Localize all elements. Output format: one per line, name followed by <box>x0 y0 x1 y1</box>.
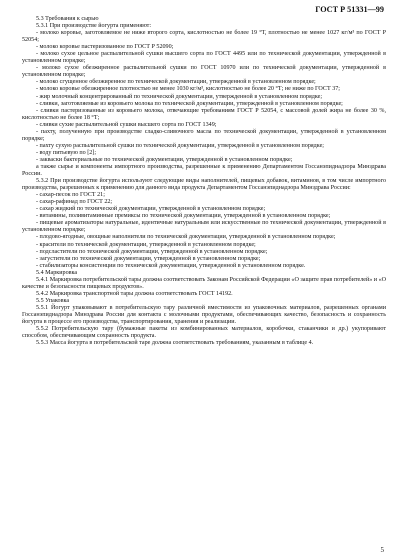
clause: 5.5.3 Масса йогурта в потребительской таре должна соответствовать требованиям, указанным в таблице 4. <box>36 340 314 347</box>
section-heading: 5.3 Требования к сырью <box>36 16 99 22</box>
list-item: - сахар жидкий по технической документации, утвержденной в установленном порядке; <box>36 206 266 213</box>
list-item: - загустители по технической документации, утвержденной в установленном порядке; <box>36 255 261 262</box>
list-item: - молоко сухое цельное распылительной сушки высшего сорта по ГОСТ 4495 или по технической документации, утвержденной в установленном порядке; <box>22 51 386 65</box>
clause: 5.4.1 Маркировка потребительской тары должна соответствовать Законам Российской Федерации «О защите прав потребителей» и «О качестве и безопасности пищевых продуктов». <box>22 276 387 290</box>
list-item: - закваски бактериальные по технической документации, утвержденной в установленном порядке; <box>36 156 293 163</box>
list-item: - молоко коровье пастеризованное по ГОСТ Р 52090; <box>36 44 174 51</box>
document-id: ГОСТ Р 51331—99 <box>315 5 384 14</box>
clause: 5.3.2 При производстве йогурта используют следующие виды наполнителей, пищевых добавок, витаминов, в том числе импортного производства, разрешенных к применению для данного вида продукта Департаментом Госсанэпиднадзора Минздрава России: <box>22 178 386 192</box>
clause: 5.5.2 Потребительскую тару (бумажные пакеты из комбинированных материалов, коробочки, стаканчики и др.) укупоривают способом, обеспечивающим сохранность продукта. <box>22 326 386 340</box>
list-item: - сахар-песок по ГОСТ 21; <box>36 192 105 199</box>
list-item: - жир молочный концентрированный по технической документации, утвержденной в установленном порядке; <box>36 93 323 100</box>
section-heading: 5.4 Маркировка <box>36 269 78 276</box>
list-item: - воду питьевую по [2]; <box>36 149 97 156</box>
list-item: - пахту, полученную при производстве сладко-сливочного масла по технической документации, утвержденной в установленном порядке; <box>22 128 386 142</box>
paragraph: а также сырье и компоненты импортного производства, разрешенные к применению Департаментом Госсанэпиднадзора Минздрава России. <box>22 163 386 178</box>
list-item: - сливки сухие распылительной сушки высшего сорта по ГОСТ 1349; <box>36 121 217 128</box>
list-item: - сливки, заготовляемые из коровьего молока по технической документации, утвержденной в установленном порядке; <box>36 100 343 107</box>
list-item: - красители по технической документации, утвержденной в установленном порядке; <box>36 241 256 248</box>
page-number: 5 <box>380 546 384 554</box>
list-item: - сливки пастеризованные из коровьего молока, отвечающие требованиям ГОСТ Р 52054, с массовой долей жира не более 30 %, кислотностью не более 18 °Т; <box>22 107 386 121</box>
list-item: - плодово-ягодные, овощные наполнители по технической документации, утвержденной в установленном порядке; <box>36 234 336 241</box>
clause: 5.5.1 Йогурт упаковывают в потребительскую тару различной вместимости из упаковочных материалов, разрешенных органами Госсанэпиднадзора Минздрава России для контакта с молочными продуктами, обеспечивающих качество, безопасность и сохранность йогурта в процессе его производства, транспортирования, хранения и реализации. <box>22 304 386 326</box>
list-item: - пахту сухую распылительной сушки по технической документации, утвержденной в установленном порядке; <box>36 142 324 149</box>
section-heading: 5.5 Упаковка <box>36 297 70 304</box>
list-item: - молоко коровье, заготовляемое не ниже второго сорта, кислотностью не более 19 °Т, плотностью не менее 1027 кг/м³ по ГОСТ Р 52054; <box>22 30 386 44</box>
list-item: - стабилизаторы консистенции по технической документации, утвержденной в установленном порядке. <box>36 262 306 269</box>
list-item: - сахар-рафинад по ГОСТ 22; <box>36 199 113 206</box>
list-item: - витамины, поливитаминные премиксы по технической документации, утвержденной в установленном порядке; <box>36 213 331 220</box>
list-item: - молоко коровье обезжиренное плотностью не менее 1030 кг/м³, кислотностью не более 20 °Т; не ниже по ГОСТ 37; <box>36 86 340 93</box>
list-item: - молоко сгущенное обезжиренное по технической документации, утвержденной в установленном порядке; <box>36 79 316 86</box>
clause: 5.3.1 При производстве йогурта применяют: <box>36 23 152 30</box>
list-item: - пищевые ароматизаторы натуральные, идентичные натуральным или искусственные по технической документации, утвержденной в установленном порядке; <box>22 220 386 234</box>
list-item: - молоко сухое обезжиренное распылительной сушки по ГОСТ 10970 или по технической документации, утвержденной в установленном порядке; <box>22 65 386 79</box>
document-body <box>22 16 386 347</box>
clause: 5.4.2 Маркировка транспортной тары должна соответствовать ГОСТ 14192. <box>36 290 233 297</box>
list-item: - подсластители по технической документации, утвержденной в установленном порядке; <box>36 248 268 255</box>
